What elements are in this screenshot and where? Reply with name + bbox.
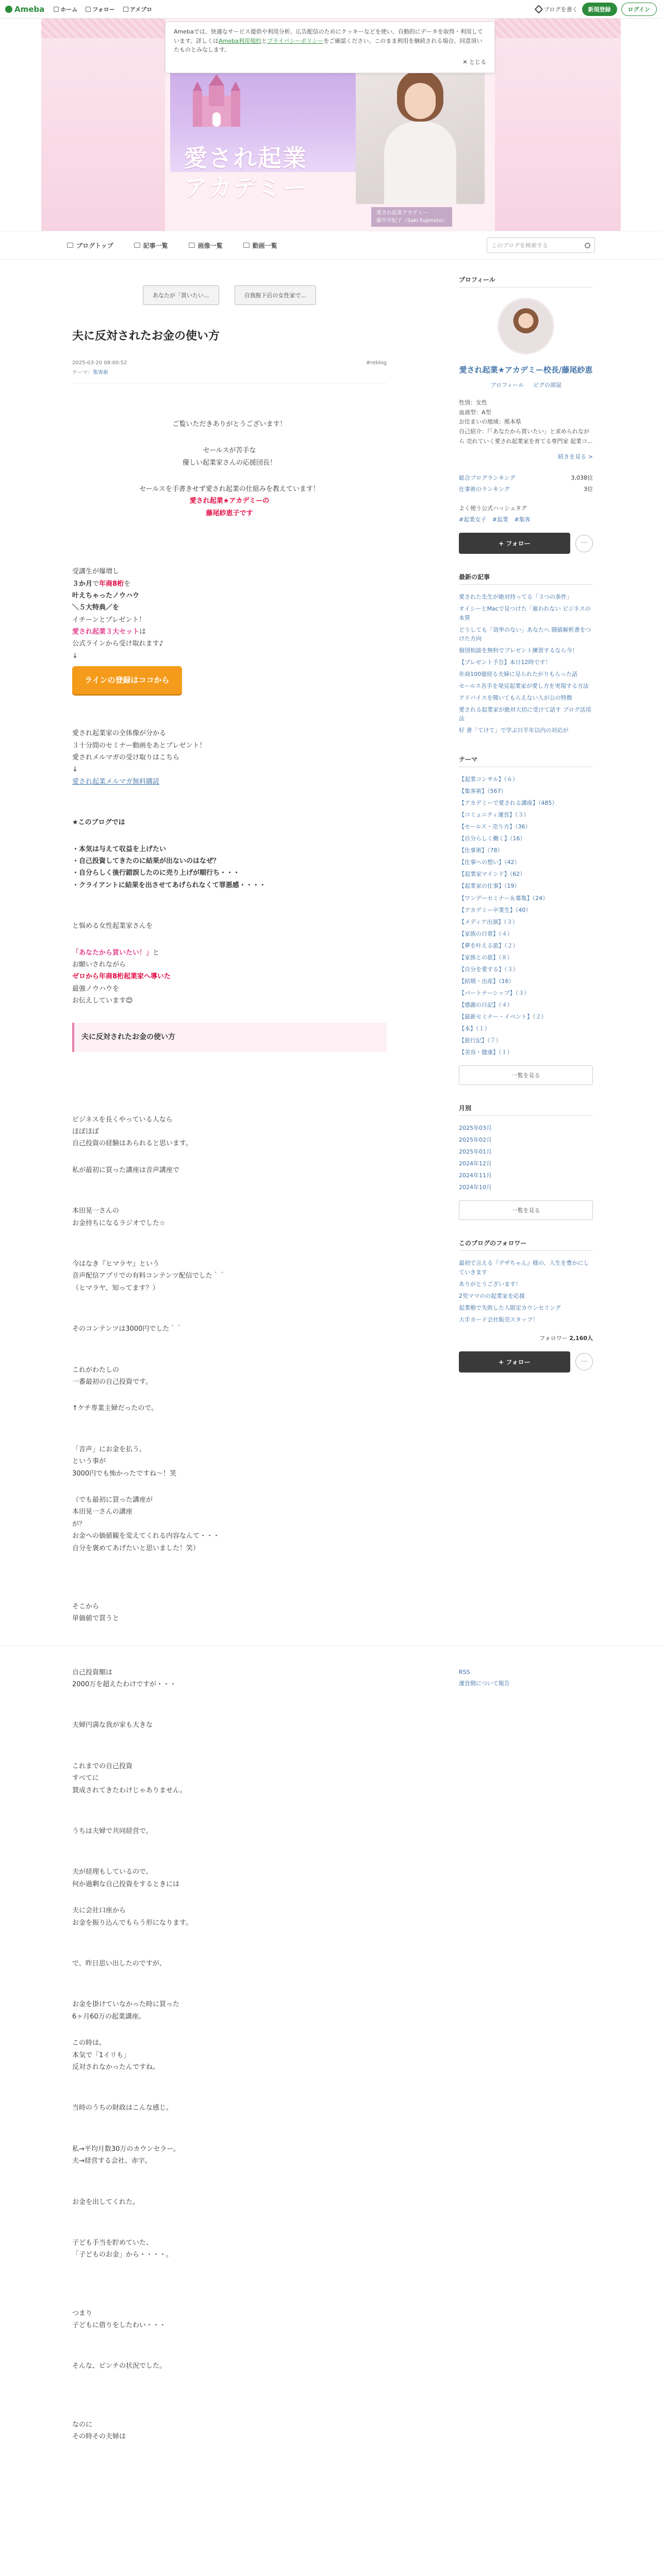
- para-line: 夫が経理もしているので、: [72, 1868, 153, 1876]
- para-line: 今はなき『ヒマラヤ』という: [72, 1260, 160, 1268]
- para-line: 6ヶ月60万の起業講座。: [72, 2012, 145, 2021]
- pen-icon: [534, 5, 543, 13]
- mag-line2: ３十分間のセミナー動画をあとプレゼント！: [72, 741, 206, 750]
- menu-video-list[interactable]: [243, 241, 277, 250]
- lower-content: [0, 1646, 662, 2443]
- lower-main: [67, 1667, 392, 2443]
- portrait-face: [405, 83, 436, 119]
- nav-follow-label: フォロー: [92, 6, 115, 13]
- para-line: が？: [72, 1520, 86, 1528]
- lead-arrow: ↓: [72, 652, 78, 660]
- para-line: 「子どものお金」から・・・・。: [72, 2251, 173, 2259]
- para-line: 本気で「1イリも」: [72, 2051, 130, 2059]
- theme-link-item[interactable]: 【セールス・売り方】（36）: [459, 823, 531, 831]
- castle-icon: [186, 70, 247, 132]
- para-line: 自分を褒めてあげたいと思いました！笑）: [72, 1544, 200, 1552]
- menu-entry-list-label: 記事一覧: [143, 242, 168, 249]
- theme-link-item[interactable]: 【アカデミーで愛される講座】（485）: [459, 800, 558, 807]
- themes-more-button[interactable]: 一覧を見る: [459, 1065, 593, 1085]
- lead-3set: 愛され起業３大セット: [72, 628, 140, 636]
- profile-name[interactable]: 愛され起業★アカデミー校長/藤尾紗恵: [459, 365, 593, 375]
- rank-genre-value: 3位: [584, 486, 593, 493]
- lead-line6: [72, 626, 387, 638]
- portrait-body: [384, 122, 456, 204]
- para-line: その時その夫婦は: [72, 2433, 126, 2441]
- para-line: お金を振り込んでもらう形になります。: [72, 1919, 192, 1927]
- para-line: 夫→経営する会社、赤字。: [72, 2157, 152, 2165]
- blog-menu: [0, 231, 662, 260]
- mag-line1: 愛され起業家の全体像が分かる: [72, 730, 167, 738]
- privacy-link[interactable]: プライバシーポリシー: [267, 37, 324, 44]
- aspire-line5: お伝えしています😊: [72, 997, 133, 1005]
- theme-link-item[interactable]: 【仕事術】（78）: [459, 847, 503, 854]
- followers-heading: このブログのフォロワー: [459, 1239, 593, 1251]
- entry-body-continued: [72, 1667, 387, 2443]
- month-link-item[interactable]: 2025年01月: [459, 1148, 492, 1156]
- terms-link[interactable]: Ameba利用規約: [219, 37, 261, 44]
- follower-item[interactable]: ありがとうございます！: [459, 1280, 521, 1287]
- para-line: 私が最初に買った講座は音声講座で: [72, 1166, 180, 1174]
- line-register-button[interactable]: ラインの登録はココから: [72, 666, 182, 694]
- para-line: 何か過剰な自己投資をするときには: [72, 1880, 180, 1888]
- menu-blog-top[interactable]: [67, 241, 113, 250]
- theme-link-item[interactable]: 【結婚・出産】（16）: [459, 977, 515, 985]
- theme-link-item[interactable]: 【旅行記】（７）: [459, 1037, 502, 1044]
- hashtag[interactable]: #起業女子: [459, 516, 487, 523]
- ameba-logo[interactable]: [5, 5, 44, 14]
- theme-list: [459, 773, 593, 1058]
- follow-button-bottom[interactable]: + フォロー: [459, 1351, 570, 1372]
- target-item2: ・自己投資してきたのに結果が出ないのはなぜ？: [72, 857, 220, 865]
- home-icon: [54, 7, 59, 12]
- theme-link-item[interactable]: 【自分らしく働く】（16）: [459, 835, 526, 842]
- video-icon: [243, 243, 250, 248]
- follower-count-row: [459, 1334, 593, 1342]
- profile-details: [459, 398, 593, 446]
- next-entry-button[interactable]: 自我脱下后の女性家で...: [235, 285, 317, 305]
- profile-intro: 自己紹介：『「あなたから買いたい」と求められながら 売れていく愛され起業家を育てる専門家 起業コ...: [459, 428, 593, 445]
- para-line: （ヒマラヤ、知ってます？）: [72, 1284, 159, 1292]
- nav-home-label: ホーム: [60, 6, 78, 13]
- aspire-line2: お願いされながら: [72, 960, 126, 969]
- recent-list: [459, 591, 593, 736]
- para-line: お金を出してくれた。: [72, 2198, 140, 2206]
- theme-link-item[interactable]: 【夢を叶える旅】（２）: [459, 942, 519, 949]
- target-item4: ・クライアントに結果を出させてあげられなくて罪悪感・・・・: [72, 881, 266, 889]
- theme-link-item[interactable]: 【最新セミナー・イベント】（２）: [459, 1013, 547, 1020]
- theme-link[interactable]: 集客術: [93, 369, 108, 376]
- report-link[interactable]: 運営側について報告: [459, 1680, 510, 1687]
- follower-item[interactable]: 最初で言える『デザちゃん』様の、人生を豊かにしていきます: [459, 1260, 589, 1276]
- para-line: そこから: [72, 1602, 100, 1611]
- followers-section: [459, 1239, 593, 1372]
- rss-link[interactable]: RSS: [459, 1668, 470, 1675]
- para-line: 一番最初の自己投資です。: [72, 1378, 152, 1386]
- entry-pager: [72, 285, 387, 305]
- theme-link-item[interactable]: 【家族との旅】（８）: [459, 954, 513, 961]
- lead-line4: ＼５大特典／を: [72, 604, 120, 612]
- ameblo-icon: [123, 7, 128, 12]
- intro-line1: セールスが苦手な: [203, 447, 256, 455]
- notice-close-label: とじる: [469, 58, 486, 65]
- theme-link-item[interactable]: 【メディア出演】（３）: [459, 918, 518, 925]
- lead-line1: 受講生が爆増し: [72, 568, 120, 576]
- para-line: ほぼほぼ: [72, 1128, 100, 1136]
- rank-overall-value: 3,038位: [571, 474, 593, 482]
- lead-wo: を: [124, 580, 131, 588]
- month-link-item[interactable]: 2025年03月: [459, 1125, 492, 1132]
- theme-link-item[interactable]: 【ワンデーセミナー＆募集】（24）: [459, 894, 549, 902]
- theme-heading: テーマ: [459, 755, 593, 767]
- entry-meta: [72, 360, 387, 366]
- rank-overall-label[interactable]: 総合ブログランキング: [459, 474, 516, 482]
- aspire-to: と: [153, 948, 160, 957]
- target-item1: ・本気は与えて収益を上げたい: [72, 845, 167, 853]
- theme-link-item[interactable]: 【仕事への想い】（42）: [459, 859, 520, 866]
- para-line: で、昨日思い出したのですが、: [72, 1959, 166, 1968]
- reblog-tag[interactable]: #reblog: [366, 360, 387, 366]
- para-line: ビジネスを長くやっている人なら: [72, 1115, 173, 1124]
- signup-button[interactable]: 新規登録: [582, 3, 617, 16]
- follow-button[interactable]: + フォロー: [459, 533, 570, 554]
- header-title-line2: アカデミー: [184, 174, 307, 201]
- profile-heading: プロフィール: [459, 275, 593, 287]
- theme-link-item[interactable]: 【美容・健康】（１）: [459, 1049, 513, 1056]
- recent-entry-link[interactable]: 愛された先生が絶対持ってる「３つの条件」: [459, 594, 572, 601]
- ameba-logo-icon: [5, 6, 12, 13]
- page-content: [0, 275, 662, 1625]
- lead-line2: [72, 578, 387, 590]
- month-heading: 月別: [459, 1104, 593, 1116]
- mag-arrow: ↓: [72, 766, 78, 774]
- para-line: 私→平均月数30万のカウンセラー。: [72, 2145, 180, 2153]
- menu-video-list-label: 動画一覧: [252, 242, 277, 249]
- recent-entry-link[interactable]: 年商100億経る夫婦に見られたがりもらった話: [459, 670, 577, 677]
- profile-blood: 血液型：A型: [459, 409, 491, 416]
- para-line: お金持ちになるラジオでした☆: [72, 1219, 166, 1227]
- more-options-icon-bottom[interactable]: ···: [575, 1353, 593, 1370]
- para-line: 単価値で買うと: [72, 1615, 120, 1623]
- para-line: すべてに: [72, 1774, 99, 1783]
- recent-entry-link[interactable]: アドバイスを聞いてもらえない人が公の特徴: [459, 694, 572, 701]
- ameba-bar-actions: [536, 3, 657, 16]
- recent-entry-link[interactable]: オイシーとMacで見つけた「雇われない ビジネスの本質: [459, 605, 591, 621]
- follow-row-bottom: [459, 1351, 593, 1372]
- header-title-line1: 愛され起業: [184, 144, 307, 172]
- ameba-logo-text: Ameba: [14, 4, 45, 14]
- para-line: ↑ケチ専業主婦だったので。: [72, 1404, 158, 1413]
- hashtag[interactable]: #起業: [492, 516, 508, 523]
- menu-blog-top-label: ブログトップ: [76, 242, 113, 249]
- month-link-item[interactable]: 2025年02月: [459, 1137, 492, 1144]
- follower-item[interactable]: 2児ママのの起業家を応援: [459, 1292, 525, 1299]
- para-line: なのに: [72, 2420, 93, 2429]
- para-line: この時は、: [72, 2039, 106, 2047]
- main-column: [67, 275, 392, 1625]
- month-link-item[interactable]: 2024年12月: [459, 1160, 492, 1167]
- caption-line1: 愛され起業アカデミー: [376, 210, 428, 216]
- follower-item[interactable]: 大手カード会社販売スタッフ！: [459, 1316, 538, 1323]
- nav-home[interactable]: [54, 5, 77, 13]
- entry-date: 2025-03-20 08:00:52: [72, 360, 127, 366]
- para-line: つまり: [72, 2309, 93, 2317]
- blog-header: [0, 19, 662, 231]
- theme-section: [459, 755, 593, 1085]
- recent-entry-link[interactable]: 好 書「てけて」で学ぶ日半年以内の対応が: [459, 727, 569, 734]
- para-line: 3000円でも怖かったですね〜！笑: [72, 1469, 177, 1478]
- aspire-line1: と悩める女性起業家さんを: [72, 922, 153, 930]
- notice-text2: と: [261, 37, 267, 44]
- intro-line4: 愛され起業★アカデミーの: [189, 497, 270, 505]
- portrait-caption: [371, 207, 452, 227]
- lead-8digits: 年商8桁: [99, 580, 124, 588]
- para-line: 夫に会社口座から: [72, 1907, 126, 1915]
- recent-entry-link[interactable]: セールス苦手を発見起業家が愛し方を実現する方法: [459, 682, 589, 689]
- para-line: 自己投資の経験はあられると思います。: [72, 1140, 192, 1148]
- greeting: ご覧いただきありがとうございます！: [172, 420, 287, 428]
- entry-body: [72, 404, 387, 1625]
- para-line: そんな、ピンチの状況でした。: [72, 2362, 167, 2370]
- ranking: [459, 472, 593, 495]
- intro-line2: 優しい起業家さんの応援団長！: [182, 459, 276, 467]
- hashtags: [459, 504, 593, 523]
- para-line: お金を掛けていなかった時に買った: [72, 2001, 180, 2009]
- blog-top-icon: [67, 243, 73, 248]
- lead-3months: ３か月: [72, 580, 93, 588]
- para-line: 当時のうちの財政はこんな感じ。: [72, 2104, 173, 2112]
- mag-line3: 愛されメルマガの受け取りはこちら: [72, 754, 180, 762]
- recent-heading: 最新の記事: [459, 572, 593, 585]
- para-line: そのコンテンツは3000円でした｀｀: [72, 1325, 183, 1333]
- para-line: 2000万を超えたわけですが・・・: [72, 1681, 177, 1689]
- ameba-top-nav: [54, 5, 152, 13]
- image-icon: [189, 243, 195, 248]
- profile-more-link[interactable]: 続きを見る >: [558, 453, 593, 461]
- theme-link-item[interactable]: 【パートナーシップ】（３）: [459, 989, 530, 996]
- entry-title[interactable]: 夫に反対されたお金の使い方: [72, 330, 220, 343]
- lead-wa: は: [139, 628, 146, 636]
- theme-link-item[interactable]: 【自分を愛する】（３）: [459, 965, 519, 973]
- months-more-button[interactable]: 一覧を見る: [459, 1200, 593, 1220]
- lead-line7: 公式ラインから受け取れます♪: [72, 640, 163, 648]
- theme-link-item[interactable]: 【コミュニティ運営】（３）: [459, 811, 529, 819]
- theme-link-item[interactable]: 【家族の日常】（４）: [459, 930, 513, 937]
- aspire-quote-line: [72, 947, 387, 959]
- more-options-icon[interactable]: ···: [575, 535, 593, 552]
- notice-close-button[interactable]: ✕ とじる: [462, 58, 486, 65]
- theme-link-item[interactable]: 【感謝の日記】（４）: [459, 1001, 513, 1008]
- blog-menu-items: [67, 241, 277, 250]
- para-line: 本田晃一さんの: [72, 1207, 120, 1215]
- month-link-item[interactable]: 2024年10月: [459, 1184, 492, 1191]
- para-line: 子ども手当を貯めていた、: [72, 2239, 153, 2247]
- intro-line5: 藤尾紗恵子です: [206, 509, 253, 517]
- notice-text1: Amebaでは、快適なサービス提供や利用分析、広告配信のためにクッキーなどを使い、自動的にデータを取得・利用しています。詳しくは: [174, 28, 483, 44]
- para-line: 夫婦円満な我が家も大きな: [72, 1721, 153, 1730]
- profile-area: お住まいの地域：熊本県: [459, 418, 521, 426]
- month-list: [459, 1122, 593, 1193]
- para-line: これまでの自己投資: [72, 1762, 133, 1770]
- para-line: という事が: [72, 1458, 106, 1466]
- theme-link-item[interactable]: 【アカデミー卒業生】（40）: [459, 906, 532, 913]
- profile-links: [459, 381, 593, 389]
- recent-entry-link[interactable]: 個別相談を無料でプレゼント練習するなら今！: [459, 647, 578, 654]
- aspire-line4: 最強ノウハウを: [72, 985, 120, 993]
- para-line: 音声配信アプリでの有料コンテンツ配信でした｀｀: [72, 1272, 226, 1280]
- target-heading: ★このブログでは: [72, 819, 125, 827]
- caption-line2: 藤井早紀子（Saki Fujimoto）: [376, 218, 448, 224]
- follow-icon: [86, 7, 91, 12]
- month-link-item[interactable]: 2024年11月: [459, 1172, 492, 1179]
- para-line: （でも最初に買った講座が: [72, 1496, 153, 1504]
- para-line: 賛成されてきたわけじゃありません。: [72, 1786, 187, 1794]
- lead-line5: イチーンとプレゼント！: [72, 616, 146, 624]
- month-section: [459, 1104, 593, 1220]
- lower-side: [459, 1667, 593, 2443]
- recent-entry-link[interactable]: どうしても「効率のない」あなたへ 闘値解析書をつけた方向: [459, 626, 591, 642]
- theme-link-item[interactable]: 【起業家の仕事】（19）: [459, 883, 520, 890]
- mailmag-link[interactable]: 愛され起業メルマガ無料購読: [72, 777, 160, 786]
- target-item3: ・自分らしく後行錯誤したのに売り上げが順行ち・・・: [72, 869, 240, 877]
- para-line: これがわたしの: [72, 1366, 120, 1374]
- prev-entry-button[interactable]: あなたが「買いたい...: [143, 285, 219, 305]
- aspire-quote: 「あなたから買いたい！」: [72, 948, 153, 957]
- lead-line3: 叶えちゃったノウハウ: [72, 591, 140, 600]
- profile-gender: 性別：女性: [459, 399, 487, 406]
- para-line: お金への価値観を変えてくれる内容なんて・・・: [72, 1532, 220, 1540]
- write-blog-link[interactable]: [536, 5, 578, 13]
- para-line: 自己投資額は: [72, 1668, 113, 1676]
- para-line: 子どもに借りをしたわい・・・: [72, 2321, 167, 2330]
- para-line: 「音声」にお金を払う。: [72, 1445, 146, 1453]
- pigg-room-link[interactable]: ピグの部屋: [533, 382, 561, 388]
- intro-line3: セールスを手書きせず愛され起業の仕組みを教えています！: [139, 485, 320, 493]
- theme-link-item[interactable]: 【集客術】（567）: [459, 788, 507, 795]
- hashtag[interactable]: #集客: [514, 516, 531, 523]
- recent-entry-link[interactable]: 愛される起業家が絶対大切に受けて話す ブログ活用法: [459, 706, 591, 722]
- recent-entries: [459, 572, 593, 736]
- follower-list: [459, 1257, 593, 1325]
- cookie-notice: [165, 22, 495, 73]
- notice-text3: をご確認ください。このまま利用を継続される場合、同意頂いたものとみなします。: [174, 37, 483, 54]
- entry-theme: [72, 368, 387, 376]
- sidebar: [459, 275, 593, 1625]
- theme-link-item[interactable]: 【起業コンサル】（６）: [459, 776, 518, 783]
- profile-link[interactable]: プロフィール: [490, 382, 524, 388]
- write-blog-label: ブログを書く: [543, 6, 578, 13]
- login-button[interactable]: ログイン: [621, 3, 657, 16]
- list-icon: [134, 243, 140, 248]
- para-line: うちは夫婦で共同経営で。: [72, 1827, 153, 1836]
- search-placeholder: このブログを検索する: [491, 242, 548, 249]
- profile-avatar[interactable]: [498, 298, 554, 354]
- ameba-global-header: [0, 0, 662, 19]
- nav-ameblo-label: アメブロ: [129, 6, 153, 13]
- menu-image-list-label: 画像一覧: [197, 242, 223, 249]
- rss-block: [459, 1667, 593, 1689]
- follower-item[interactable]: 起業塾で失敗した人限定カウンセリング: [459, 1304, 561, 1311]
- aspire-line3: ゼロから年商8桁起業家へ導いた: [72, 973, 171, 981]
- menu-image-list[interactable]: [189, 241, 223, 250]
- theme-link-item[interactable]: 【起業家マインド】（62）: [459, 871, 526, 878]
- nav-follow[interactable]: [86, 5, 114, 13]
- lead-de: で: [92, 580, 100, 588]
- blog-search-input[interactable]: [487, 238, 595, 253]
- follower-count-label: フォロワー: [539, 1334, 568, 1342]
- follower-count: 2,160人: [569, 1334, 593, 1342]
- para-line: 反対されなかったんですね。: [72, 2063, 160, 2071]
- recent-entry-link[interactable]: 【プレゼント予告】本日12時です！: [459, 658, 551, 666]
- para-line: 本田晃一さんの講座: [72, 1508, 133, 1516]
- section-heading: 夫に反対されたお金の使い方: [72, 1023, 387, 1052]
- follow-row: [459, 533, 593, 554]
- theme-prefix: テーマ：: [72, 369, 93, 376]
- rank-genre-label[interactable]: 仕事術のランキング: [459, 486, 510, 493]
- menu-entry-list[interactable]: [134, 241, 168, 250]
- nav-ameblo[interactable]: [123, 5, 152, 13]
- search-icon[interactable]: [585, 243, 590, 248]
- hashtags-heading: よく使う公式ハッシュタグ: [459, 505, 527, 512]
- theme-link-item[interactable]: 【本】（１）: [459, 1025, 490, 1032]
